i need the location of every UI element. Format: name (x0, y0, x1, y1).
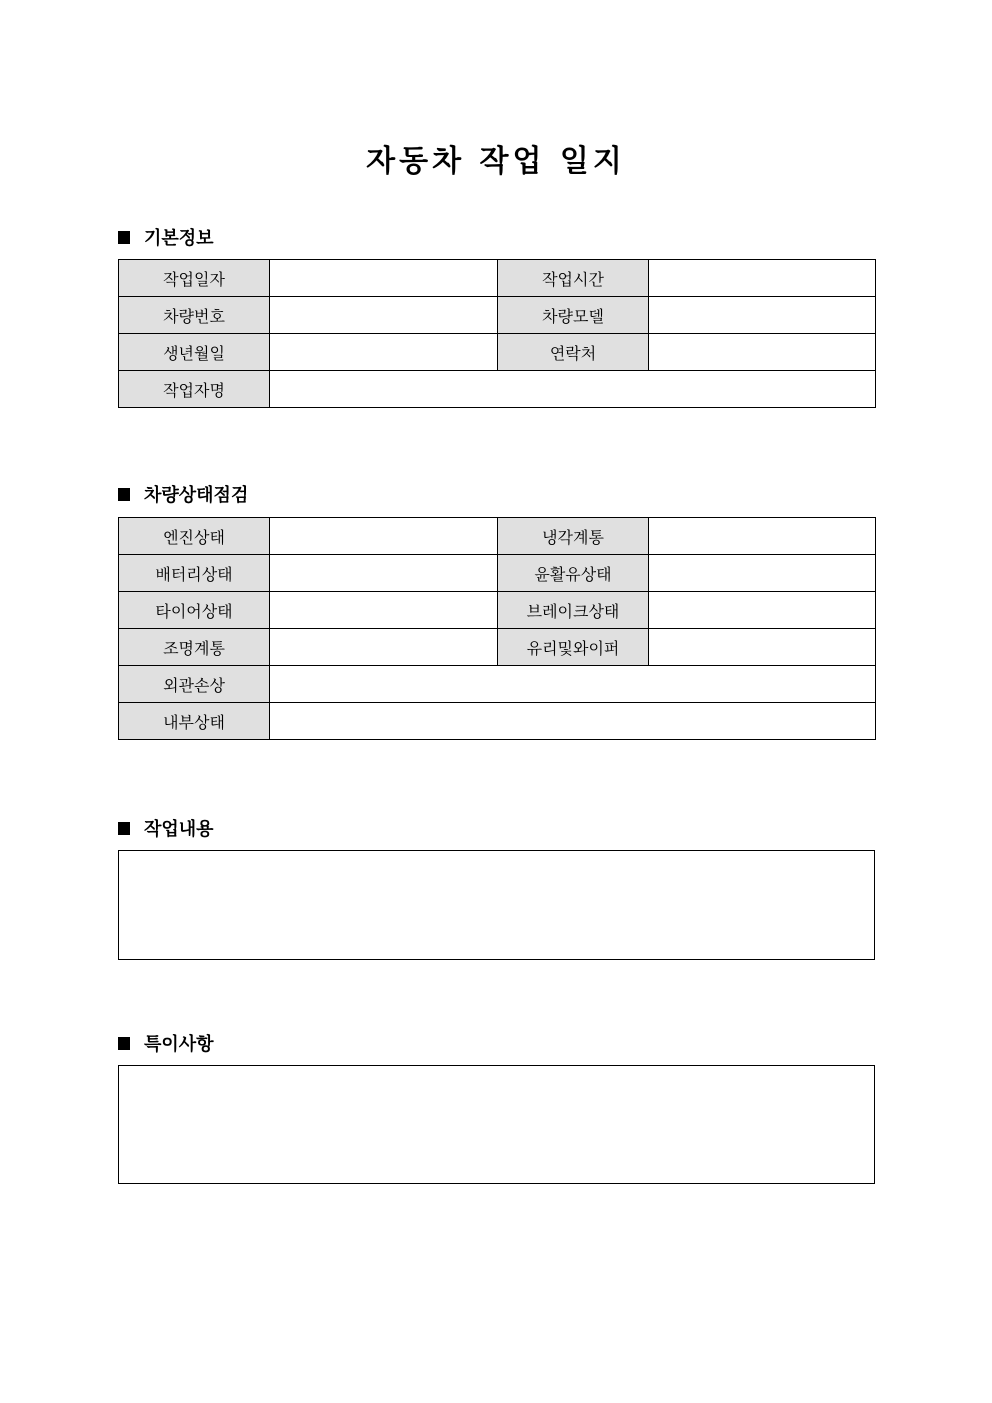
basic-info-table (118, 259, 876, 408)
label-work-time: 작업시간 (498, 260, 649, 297)
table-row (119, 260, 876, 297)
label-interior: 내부상태 (119, 703, 270, 740)
work-content-field[interactable] (118, 850, 875, 960)
label-work-date: 작업일자 (119, 260, 270, 297)
label-vehicle-model: 차량모델 (498, 297, 649, 334)
vehicle-number-field[interactable] (270, 297, 498, 334)
square-bullet-icon (118, 1037, 130, 1050)
tire-field[interactable] (270, 592, 498, 629)
label-cooling: 냉각계통 (498, 518, 649, 555)
cooling-field[interactable] (649, 518, 876, 555)
label-engine: 엔진상태 (119, 518, 270, 555)
label-brake: 브레이크상태 (498, 592, 649, 629)
vehicle-model-field[interactable] (649, 297, 876, 334)
label-lubricant: 윤활유상태 (498, 555, 649, 592)
section-heading-inspection: 차량상태점검 (118, 481, 248, 507)
vehicle-inspection-table (118, 517, 876, 740)
table-row (119, 297, 876, 334)
notes-field[interactable] (118, 1065, 875, 1184)
square-bullet-icon (118, 822, 130, 835)
lubricant-field[interactable] (649, 555, 876, 592)
page-title: 자동차 작업 일지 (366, 144, 626, 179)
label-lighting: 조명계통 (119, 629, 270, 666)
label-glass-wiper: 유리및와이퍼 (498, 629, 649, 666)
interior-field[interactable] (270, 703, 876, 740)
worker-name-field[interactable] (270, 371, 876, 408)
section-heading-work: 작업내용 (118, 815, 214, 841)
label-tire: 타이어상태 (119, 592, 270, 629)
label-contact: 연락처 (498, 334, 649, 371)
label-exterior-damage: 외관손상 (119, 666, 270, 703)
lighting-field[interactable] (270, 629, 498, 666)
square-bullet-icon (118, 488, 130, 501)
section-heading-basic: 기본정보 (118, 224, 214, 250)
table-row (119, 334, 876, 371)
section-heading-notes: 특이사항 (118, 1030, 214, 1056)
table-row (119, 703, 876, 740)
exterior-damage-field[interactable] (270, 666, 876, 703)
engine-field[interactable] (270, 518, 498, 555)
table-row (119, 518, 876, 555)
glass-wiper-field[interactable] (649, 629, 876, 666)
table-row (119, 592, 876, 629)
table-row (119, 371, 876, 408)
birth-date-field[interactable] (270, 334, 498, 371)
battery-field[interactable] (270, 555, 498, 592)
contact-field[interactable] (649, 334, 876, 371)
label-battery: 배터리상태 (119, 555, 270, 592)
table-row (119, 555, 876, 592)
table-row (119, 629, 876, 666)
table-row (119, 666, 876, 703)
brake-field[interactable] (649, 592, 876, 629)
work-time-field[interactable] (649, 260, 876, 297)
label-vehicle-number: 차량번호 (119, 297, 270, 334)
work-date-field[interactable] (270, 260, 498, 297)
label-birth-date: 생년월일 (119, 334, 270, 371)
square-bullet-icon (118, 231, 130, 244)
label-worker-name: 작업자명 (119, 371, 270, 408)
